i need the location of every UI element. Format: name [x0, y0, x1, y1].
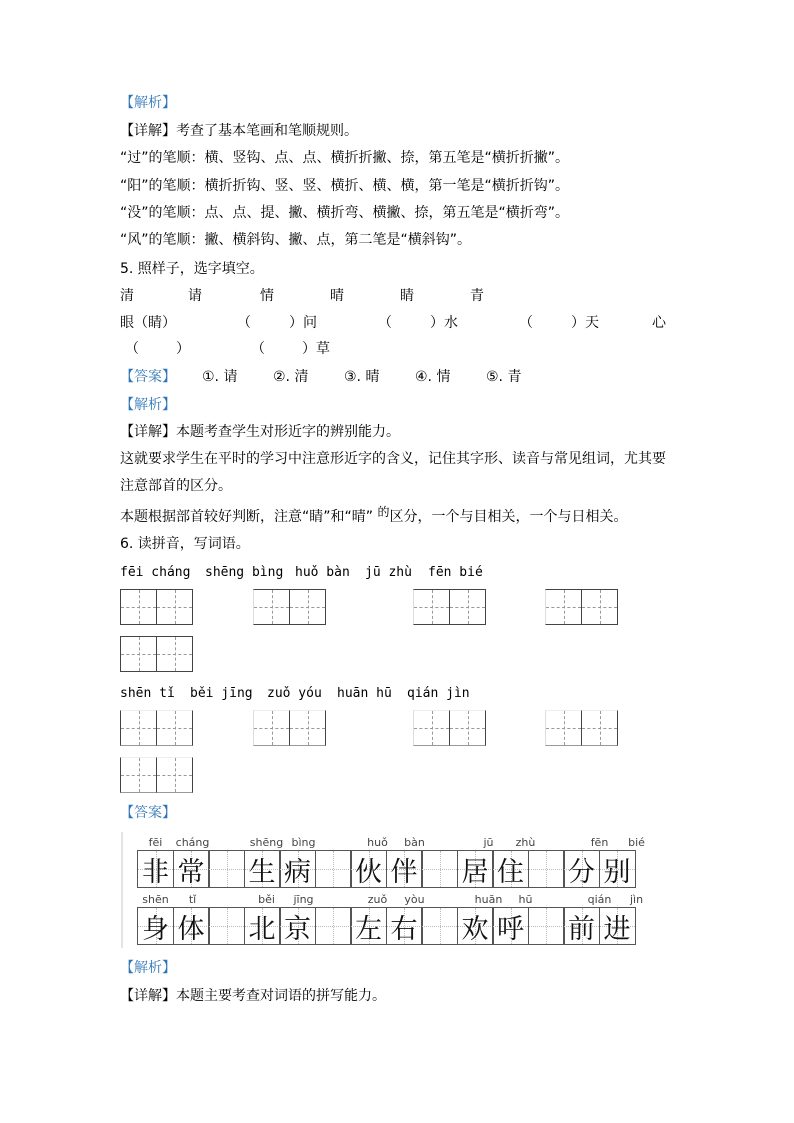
question-title: 6. 读拼音，写词语。: [120, 536, 250, 552]
answer-cell: 非: [137, 850, 174, 888]
grid-cell[interactable]: [545, 710, 582, 746]
answer-cell: 别: [599, 850, 636, 888]
answer-cell: 病: [279, 850, 316, 888]
question-title: 5. 照样子，选字填空。: [120, 261, 264, 277]
grid-cell[interactable]: [289, 710, 326, 746]
detail-paragraph: [120, 422, 400, 442]
detail-text: 本题考查学生对形近字的辨别能力。: [176, 424, 400, 440]
answer-pinyin: zhù: [515, 836, 536, 849]
answer-cell: [528, 850, 565, 888]
answer-pinyin: qián: [587, 893, 612, 906]
answer-cell: [421, 907, 458, 945]
grid-cell[interactable]: [413, 710, 450, 746]
detail-text: 本题主要考查对词语的拼写能力。: [176, 988, 386, 1004]
example-text: 眼（睛）: [120, 315, 176, 331]
explanation-text: 区分，一个与目相关，一个与日相关。: [389, 509, 628, 525]
answer-cell: 常: [173, 850, 210, 888]
answer-item: ②. 清: [273, 369, 309, 385]
answer-pinyin: jū: [483, 836, 494, 849]
answer-label: 【答案】: [120, 369, 176, 385]
grid-cell[interactable]: [253, 589, 290, 625]
pinyin-word: huān hū: [337, 686, 392, 701]
answer-pinyin: bié: [628, 836, 645, 849]
detail-label: 【详解】: [120, 123, 176, 139]
blank-close: ）水: [430, 315, 458, 331]
answer-char-row: [137, 907, 634, 945]
answer-cell: 生: [244, 850, 281, 888]
blank-close: ）: [176, 341, 190, 357]
option-char: 青: [470, 288, 484, 304]
writing-grid[interactable]: [545, 589, 617, 625]
answer-pinyin: cháng: [175, 836, 210, 849]
writing-grid[interactable]: [120, 589, 192, 625]
grid-cell[interactable]: [449, 589, 486, 625]
detail-paragraph: [120, 121, 358, 141]
grid-cell[interactable]: [120, 710, 157, 746]
blank-open: （: [519, 315, 533, 331]
pinyin-word: zuǒ yóu: [267, 686, 322, 701]
answer-cell: 居: [457, 850, 494, 888]
writing-grid[interactable]: [545, 710, 617, 746]
analysis-label: 【解析】: [120, 397, 176, 413]
pinyin-word: shēn tǐ: [120, 686, 175, 701]
pinyin-word: fēi cháng: [120, 565, 191, 580]
writing-grid[interactable]: [253, 589, 325, 625]
answer-pinyin: shēng: [249, 836, 284, 849]
grid-cell[interactable]: [120, 589, 157, 625]
answer-pinyin: fēn: [590, 836, 609, 849]
answer-cell: [528, 907, 565, 945]
pinyin-word: fēn bié: [428, 565, 483, 580]
stroke-order-line: “过”的笔顺：横、竖钩、点、点、横折折撇、捺，第五笔是“横折折撇”。: [120, 150, 570, 166]
grid-cell[interactable]: [581, 710, 618, 746]
stroke-order-line: “风”的笔顺：撇、横斜钩、撇、点，第二笔是“横斜钩”。: [120, 232, 472, 248]
grid-cell[interactable]: [581, 589, 618, 625]
answer-cell: [315, 907, 352, 945]
grid-cell[interactable]: [120, 636, 157, 672]
answer-cell: 右: [386, 907, 423, 945]
answer-cell: 左: [350, 907, 387, 945]
answer-cell: 前: [563, 907, 600, 945]
detail-text: 考查了基本笔画和笔顺规则。: [176, 123, 358, 139]
grid-cell[interactable]: [156, 757, 193, 793]
grid-cell[interactable]: [156, 710, 193, 746]
answer-grid-image: [120, 832, 665, 950]
blank-tail: 心: [652, 315, 666, 331]
answer-cell: 伴: [386, 850, 423, 888]
writing-grid[interactable]: [253, 710, 325, 746]
answer-cell: [315, 850, 352, 888]
detail-label: 【详解】: [120, 424, 176, 440]
image-border: [121, 832, 123, 948]
option-char: 晴: [330, 288, 344, 304]
answer-pinyin: bìng: [291, 836, 316, 849]
answer-cell: 北: [244, 907, 281, 945]
answer-cell: 进: [599, 907, 636, 945]
answer-cell: [208, 850, 245, 888]
answer-cell: 住: [492, 850, 529, 888]
grid-cell[interactable]: [289, 589, 326, 625]
option-char: 情: [260, 288, 274, 304]
answer-cell: [421, 850, 458, 888]
writing-grid[interactable]: [413, 589, 485, 625]
answer-pinyin: bàn: [404, 836, 425, 849]
raised-char: 的: [377, 505, 390, 519]
option-char: 请: [188, 288, 202, 304]
detail-paragraph: [120, 986, 386, 1006]
grid-cell[interactable]: [545, 589, 582, 625]
blank-close: ）问: [289, 315, 317, 331]
answer-item: ①. 请: [202, 369, 238, 385]
analysis-label: 【解析】: [120, 95, 176, 111]
answer-pinyin: yòu: [404, 893, 425, 906]
blank-open: （: [378, 315, 392, 331]
explanation-line: 这就要求学生在平时的学习中注意形近字的含义，记住其字形、读音与常见组词，尤其要: [120, 451, 666, 467]
answer-pinyin: hū: [518, 893, 533, 906]
blank-close: ）天: [571, 315, 599, 331]
answer-pinyin: shēn: [142, 893, 169, 906]
grid-cell[interactable]: [156, 589, 193, 625]
grid-cell[interactable]: [449, 710, 486, 746]
answer-char-row: [137, 850, 634, 888]
answer-item: ⑤. 青: [486, 369, 522, 385]
answer-pinyin: jīng: [293, 893, 314, 906]
explanation-line: 注意部首的区分。: [120, 478, 232, 494]
explanation-line: [120, 507, 627, 527]
answer-pinyin: tǐ: [188, 893, 197, 906]
answer-pinyin: huǒ: [367, 836, 388, 849]
pinyin-word: jū zhù: [365, 565, 412, 580]
answer-item: ③. 晴: [344, 369, 380, 385]
answer-pinyin: fēi: [148, 836, 163, 849]
pinyin-word: shēng bìng: [205, 565, 284, 580]
blank-open: （: [237, 315, 251, 331]
answer-item: ④. 情: [415, 369, 451, 385]
answer-cell: 身: [137, 907, 174, 945]
pinyin-word: qián jìn: [407, 686, 470, 701]
writing-grid[interactable]: [120, 710, 192, 746]
answer-cell: [208, 907, 245, 945]
blank-open: （: [125, 341, 139, 357]
answer-cell: 分: [563, 850, 600, 888]
answer-cell: 欢: [457, 907, 494, 945]
option-char: 清: [120, 288, 134, 304]
answer-cell: 京: [279, 907, 316, 945]
pinyin-word: běi jīng: [190, 686, 253, 701]
grid-cell[interactable]: [120, 757, 157, 793]
answer-pinyin: huān: [474, 893, 503, 906]
blank-close: ）草: [302, 341, 330, 357]
answer-cell: 体: [173, 907, 210, 945]
analysis-label: 【解析】: [120, 960, 176, 976]
answer-pinyin: běi: [258, 893, 275, 906]
answer-pinyin: jìn: [629, 893, 644, 906]
writing-grid[interactable]: [120, 757, 192, 793]
answer-cell: 呼: [492, 907, 529, 945]
option-char: 睛: [400, 288, 414, 304]
explanation-text: 本题根据部首较好判断，注意“睛”和“晴”: [120, 509, 378, 525]
grid-cell[interactable]: [413, 589, 450, 625]
answer-cell: 伙: [350, 850, 387, 888]
writing-grid[interactable]: [413, 710, 485, 746]
stroke-order-line: “没”的笔顺：点、点、提、撇、横折弯、横撇、捺，第五笔是“横折弯”。: [120, 205, 570, 221]
answer-label: 【答案】: [120, 805, 176, 821]
stroke-order-line: “阳”的笔顺：横折折钩、竖、竖、横折、横、横，第一笔是“横折折钩”。: [120, 178, 570, 194]
grid-cell[interactable]: [253, 710, 290, 746]
blank-open: （: [251, 341, 265, 357]
writing-grid[interactable]: [120, 636, 192, 672]
detail-label: 【详解】: [120, 988, 176, 1004]
grid-cell[interactable]: [156, 636, 193, 672]
answer-pinyin: zuǒ: [367, 893, 388, 906]
pinyin-word: huǒ bàn: [295, 565, 350, 580]
